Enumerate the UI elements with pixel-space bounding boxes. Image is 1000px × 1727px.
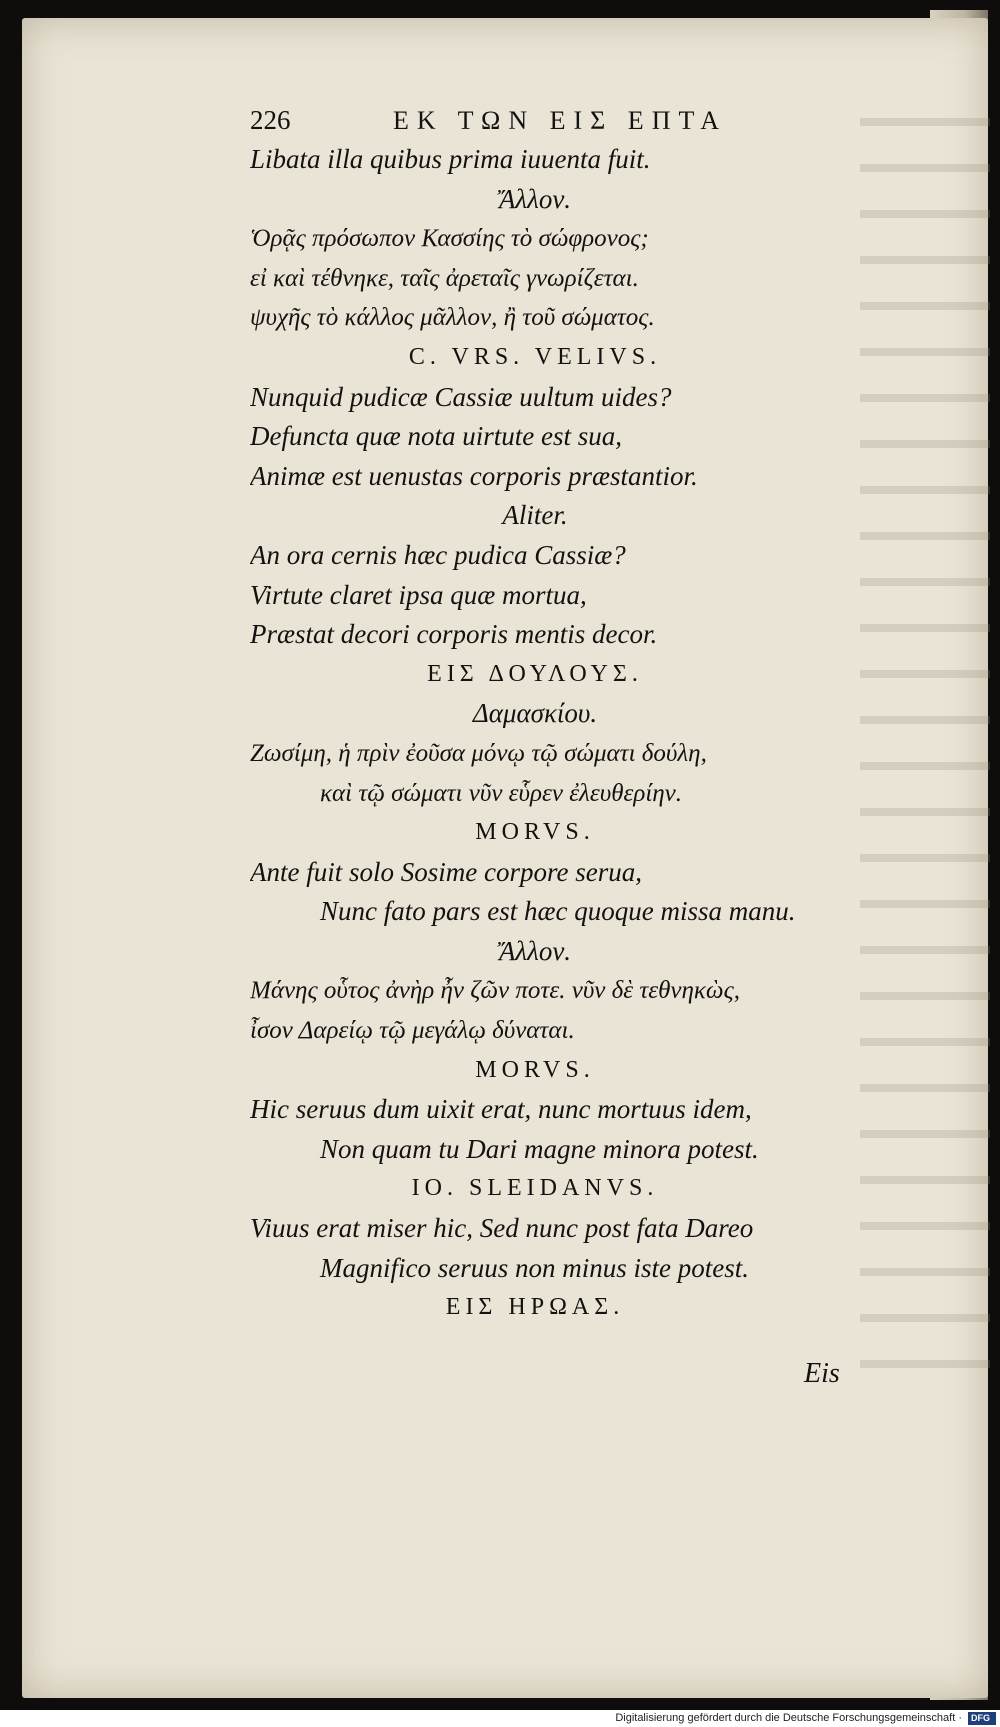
text-line: Libata illa quibus prima iuuenta fuit. [250, 144, 651, 174]
text-line: ψυχῆς τὸ κάλλος μᾶλλον, ἢ τοῦ σώματος. [250, 304, 655, 332]
text-line: An ora cernis hæc pudica Cassiæ? [250, 539, 626, 570]
section-heading: IO. SLEIDANVS. [411, 1175, 659, 1202]
text-line: Non quam tu Dari magne minora potest. [320, 1133, 759, 1164]
running-title: ΕΚ ΤΩΝ ΕΙΣ ΕΠΤΑ [392, 106, 728, 135]
text-line: Præstat decori corporis mentis decor. [250, 619, 658, 650]
dfg-logo-icon: DFG [968, 1712, 996, 1725]
text-line: Ante fuit solo Sosime corpore serua, [250, 856, 642, 887]
text-lines [250, 140, 820, 1328]
text-line: Ἄλλον. [498, 183, 572, 214]
text-line: Animæ est uenustas corporis præstantior. [250, 460, 698, 491]
section-heading: ΕΙΣ ΗΡΩΑΣ. [445, 1294, 625, 1321]
text-line: ἶσον Δαρείῳ τῷ μεγάλῳ δύναται. [250, 1017, 575, 1045]
text-line: Aliter. [502, 500, 568, 531]
text-line: εἰ καὶ τέθνηκε, ταῖς ἀρεταῖς γνωρίζεται. [250, 264, 639, 292]
text-line: Defuncta quæ nota uirtute est sua, [250, 421, 622, 452]
section-heading: ΕΙΣ ΔΟΥΛΟΥΣ. [427, 660, 643, 687]
funding-credit: Digitalisierung gefördert durch die Deutsche Forschungsgemeinschaft · [615, 1712, 962, 1724]
text-line: Ἄλλον. [498, 935, 572, 966]
show-through [860, 80, 990, 1380]
text-line: καὶ τῷ σώματι νῦν εὗρεν ἐλευθερίην. [320, 779, 683, 807]
page-number: 226 [250, 105, 291, 135]
section-heading: MORVS. [475, 819, 595, 846]
section-heading: MORVS. [475, 1056, 595, 1083]
text-line: Viuus erat miser hic, Sed nunc post fata Dareo [250, 1213, 754, 1244]
text-line: Ζωσίμη, ἡ πρὶν ἐοῦσα μόνῳ τῷ σώματι δούλη, [250, 739, 707, 767]
text-line: Magnifico seruus non minus iste potest. [320, 1252, 749, 1283]
text-line: Nunquid pudicæ Cassiæ uultum uides? [250, 381, 672, 412]
section-heading: C. VRS. VELIVS. [408, 343, 662, 370]
running-head [250, 100, 820, 140]
text-line: Μάνης οὗτος ἀνὴρ ἦν ζῶν ποτε. νῦν δὲ τεθνηκὼς, [250, 977, 740, 1005]
text-line: Nunc fato pars est hæc quoque missa manu. [320, 896, 796, 927]
text-line: Hic seruus dum uixit erat, nunc mortuus idem, [250, 1094, 752, 1125]
footer-bar [0, 1710, 1000, 1727]
catchword: Eis [804, 1358, 840, 1389]
text-line: Δαμασκίου. [472, 698, 598, 729]
text-line: Virtute claret ipsa quæ mortua, [250, 579, 587, 610]
text-block [250, 100, 820, 1328]
text-line: Ὁρᾷς πρόσωπον Κασσίης τὸ σώφρονος; [250, 225, 649, 253]
